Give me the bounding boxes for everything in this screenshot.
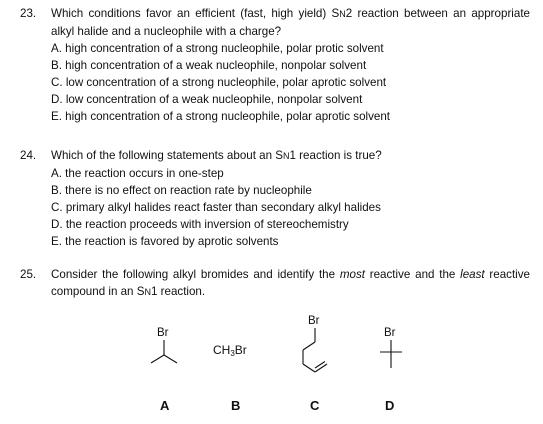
structure-label-d: D [385, 398, 395, 413]
answer-option-a[interactable]: A. the reaction occurs in one-step [51, 167, 224, 180]
answer-option-b[interactable]: B. high concentration of a weak nucleophile, nonpolar solvent [51, 59, 367, 72]
structure-label-c: C [310, 398, 320, 413]
question-number: 24. [20, 149, 37, 162]
answer-option-e[interactable]: E. high concentration of a strong nucleophile, polar aprotic solvent [51, 110, 391, 123]
structure-d [375, 322, 415, 377]
answer-option-d[interactable]: D. low concentration of a weak nucleophile, nonpolar solvent [51, 93, 363, 106]
bromine-label: Br [308, 315, 320, 327]
bond [151, 355, 164, 363]
bond [303, 364, 315, 372]
bond [303, 342, 315, 350]
answer-option-b[interactable]: B. there is no effect on reaction rate by nucleophile [51, 184, 312, 197]
answer-option-c[interactable]: C. low concentration of a strong nucleophile, polar aprotic solvent [51, 76, 387, 89]
question-25 [20, 266, 530, 301]
answer-option-e[interactable]: E. the reaction is favored by aprotic solvents [51, 235, 279, 248]
question-23 [20, 5, 530, 125]
question-stem: Which of the following statements about an SN1 reaction is true? [51, 149, 382, 162]
double-bond [315, 362, 325, 369]
question-stem: Consider the following alkyl bromides and identify the most reactive and the least reactive compound in an SN1 reaction. [51, 268, 530, 298]
question-number: 25. [20, 268, 37, 281]
structure-label-b: B [231, 398, 241, 413]
answer-option-d[interactable]: D. the reaction proceeds with inversion of stereochemistry [51, 218, 349, 231]
bromine-label: Br [384, 327, 396, 339]
structure-b: CH3Br [213, 343, 247, 358]
question-stem: Which conditions favor an efficient (fast, high yield) SN2 reaction between an appropriate alkyl halide and a nucleophile with a charge? [51, 7, 530, 38]
answer-option-a[interactable]: A. high concentration of a strong nucleophile, polar protic solvent [51, 42, 384, 55]
question-number: 23. [20, 7, 37, 20]
bond [315, 364, 327, 372]
structure-c [290, 310, 360, 385]
answer-option-c[interactable]: C. primary alkyl halides react faster than secondary alkyl halides [51, 201, 381, 214]
structure-label-a: A [160, 398, 170, 413]
emphasis-least: least [460, 268, 485, 281]
bromine-label: Br [157, 327, 169, 339]
question-24 [20, 147, 530, 250]
emphasis-most: most [339, 268, 365, 281]
structure-a [140, 322, 190, 372]
bond [164, 355, 177, 363]
